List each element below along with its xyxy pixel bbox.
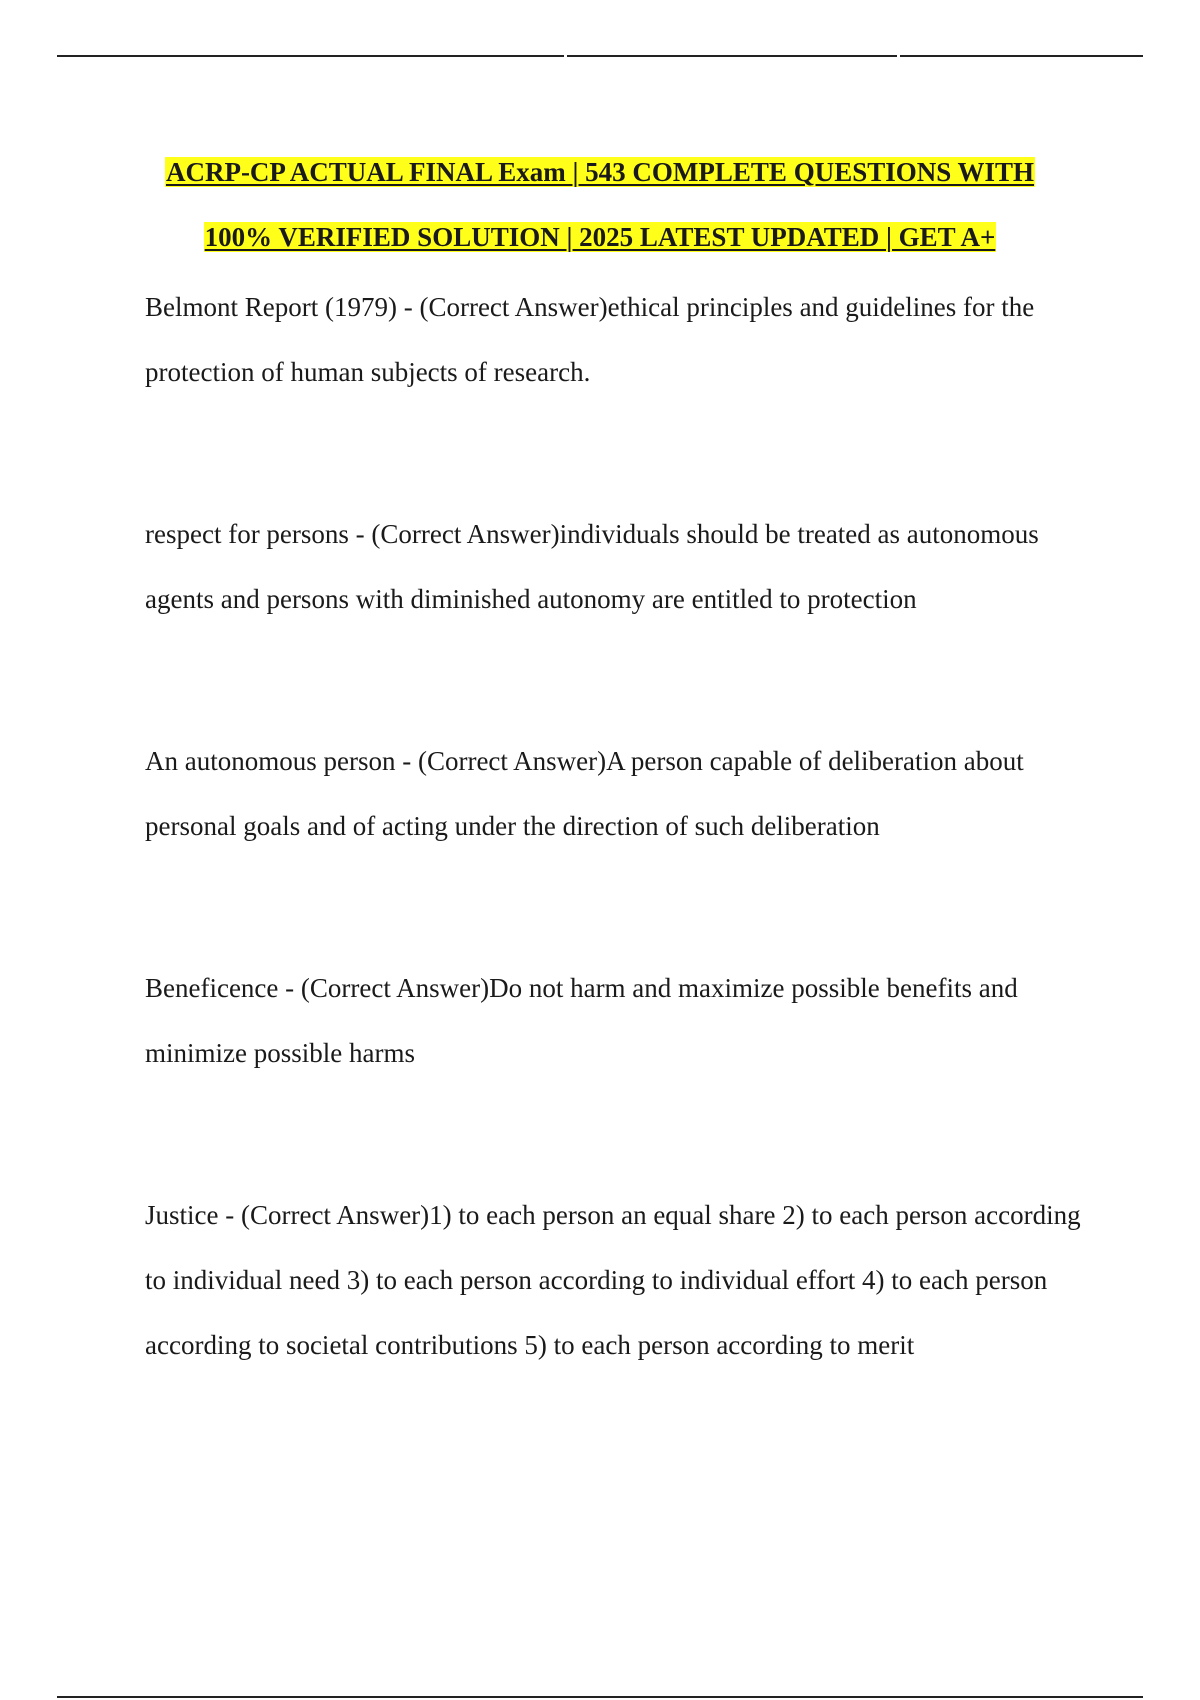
qa-entry-belmont-report: Belmont Report (1979) - (Correct Answer)ethical principles and guidelines for the protection of human subjects of research. (145, 292, 1035, 387)
title-line-2: 100% VERIFIED SOLUTION | 2025 LATEST UPDATED | GET A+ (204, 222, 996, 252)
header-rule-gap (564, 55, 567, 57)
header-rule-gap (897, 55, 900, 57)
header-rule (57, 55, 1143, 57)
title-line-1: ACRP-CP ACTUAL FINAL Exam | 543 COMPLETE QUESTIONS WITH (165, 157, 1035, 187)
qa-entries (145, 275, 1085, 1378)
qa-entry-respect-for-persons: respect for persons - (Correct Answer)individuals should be treated as autonomous agents and persons with diminished autonomy are entitled to protection (145, 519, 1039, 614)
qa-entry-justice: Justice - (Correct Answer)1) to each person an equal share 2) to each person according to individual need 3) to each person according to individual effort 4) to each person according to societal contributions 5) to each person according to merit (145, 1200, 1081, 1360)
document-title (0, 140, 1200, 270)
footer-rule (57, 1696, 1143, 1698)
qa-entry-autonomous-person: An autonomous person - (Correct Answer)A person capable of deliberation about personal goals and of acting under the direction of such deliberation (145, 746, 1024, 841)
qa-entry-beneficence: Beneficence - (Correct Answer)Do not harm and maximize possible benefits and minimize possible harms (145, 973, 1018, 1068)
